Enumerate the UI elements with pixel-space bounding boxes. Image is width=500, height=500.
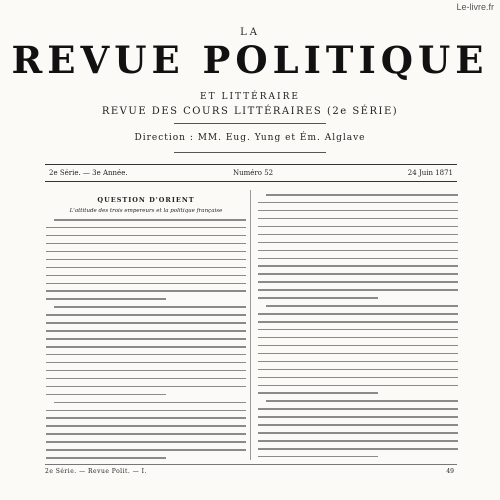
text-line: [258, 432, 458, 434]
text-line: [258, 408, 458, 410]
text-line: [258, 202, 458, 204]
text-line: [258, 313, 458, 315]
text-line: [258, 369, 458, 371]
left-column-text: [46, 219, 246, 459]
text-line: [46, 330, 246, 332]
text-line: [54, 402, 246, 404]
issue-number: Numéro 52: [233, 169, 274, 177]
masthead-subtitle: ET LITTÉRAIRE: [200, 92, 300, 102]
masthead-divider-2: [174, 152, 326, 153]
text-line: [46, 394, 166, 396]
text-line: [266, 194, 458, 196]
text-line: [46, 378, 246, 380]
text-line: [258, 265, 458, 267]
masthead-direction: Direction : MM. Eug. Yung et Ém. Alglave: [134, 133, 366, 143]
text-line: [46, 338, 246, 340]
text-line: [46, 314, 246, 316]
text-line: [46, 251, 246, 253]
text-line: [258, 218, 458, 220]
issue-bar: [45, 164, 457, 182]
text-line: [258, 424, 458, 426]
text-line: [46, 457, 166, 459]
text-line: [266, 305, 458, 307]
footer-divider: [45, 464, 457, 465]
masthead-article: LA: [240, 27, 260, 38]
text-line: [46, 283, 246, 285]
text-line: [46, 410, 246, 412]
masthead-title: REVUE POLITIQUE: [11, 38, 489, 82]
text-line: [258, 416, 458, 418]
text-line: [258, 456, 378, 458]
text-line: [258, 210, 458, 212]
text-line: [258, 289, 458, 291]
text-line: [258, 281, 458, 283]
text-line: [46, 433, 246, 435]
masthead-divider: [174, 123, 326, 124]
text-line: [46, 322, 246, 324]
text-line: [258, 250, 458, 252]
text-line: [46, 298, 166, 300]
text-line: [258, 321, 458, 323]
text-line: [46, 425, 246, 427]
text-line: [46, 370, 246, 372]
text-line: [46, 290, 246, 292]
text-line: [46, 346, 246, 348]
text-line: [258, 226, 458, 228]
text-line: [258, 361, 458, 363]
issue-series: 2e Série. — 3e Année.: [49, 169, 128, 177]
text-line: [258, 345, 458, 347]
text-line: [258, 242, 458, 244]
left-column: [46, 194, 246, 465]
text-line: [46, 417, 246, 419]
text-line: [46, 235, 246, 237]
text-line: [258, 385, 458, 387]
text-line: [266, 400, 458, 402]
article-subtitle: L'attitude des trois empereurs et la politique française: [69, 208, 223, 214]
text-line: [46, 275, 246, 277]
text-line: [46, 354, 246, 356]
text-line: [258, 448, 458, 450]
text-line: [46, 243, 246, 245]
text-line: [46, 386, 246, 388]
right-column: [258, 194, 458, 464]
right-column-text: [258, 194, 458, 457]
text-line: [54, 306, 246, 308]
text-line: [258, 337, 458, 339]
text-line: [46, 449, 246, 451]
text-line: [258, 392, 378, 394]
text-line: [258, 234, 458, 236]
footer-signature: 2e Série. — Revue Polit. — I.: [45, 468, 147, 475]
column-divider: [250, 190, 251, 460]
text-line: [258, 297, 378, 299]
text-line: [46, 227, 246, 229]
text-line: [258, 258, 458, 260]
text-line: [46, 441, 246, 443]
text-line: [54, 219, 246, 221]
text-line: [46, 259, 246, 261]
text-line: [258, 353, 458, 355]
text-line: [258, 377, 458, 379]
watermark: Le-livre.fr: [456, 2, 494, 12]
text-line: [46, 362, 246, 364]
issue-date: 24 Juin 1871: [407, 169, 453, 177]
text-line: [258, 440, 458, 442]
text-line: [46, 267, 246, 269]
page-number: 49: [446, 468, 454, 475]
text-line: [258, 273, 458, 275]
article-title: QUESTION D'ORIENT: [97, 196, 195, 204]
masthead-subtitle-2: REVUE DES COURS LITTÉRAIRES (2e SÉRIE): [101, 106, 399, 117]
text-line: [258, 329, 458, 331]
